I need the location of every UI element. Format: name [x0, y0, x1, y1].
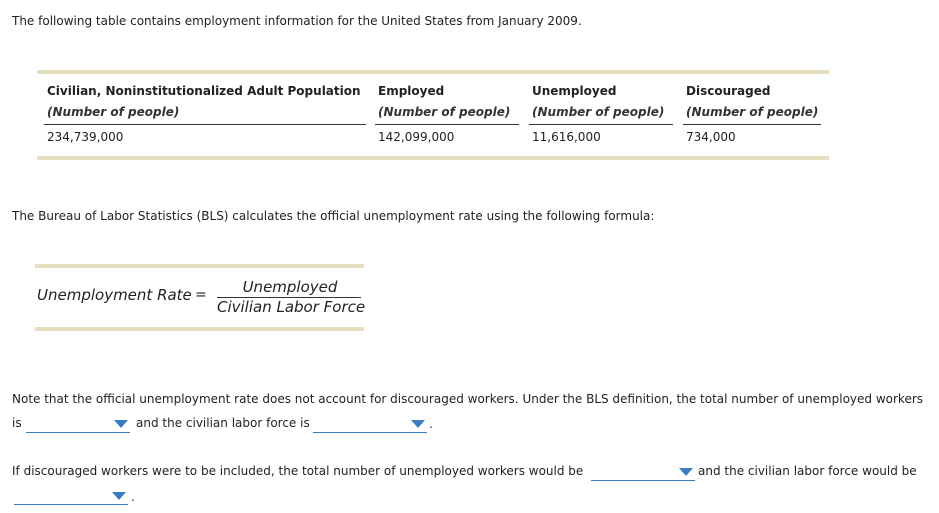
col-unit-unemployed: (Number of people): [532, 105, 665, 119]
header-underline-4: [683, 124, 821, 125]
unemployed-official-dropdown[interactable]: [26, 416, 130, 433]
table-bottom-rule: [37, 156, 829, 160]
formula-denominator: Civilian Labor Force: [217, 298, 366, 316]
header-underline-3: [529, 124, 673, 125]
q1-prefix: is: [12, 416, 22, 430]
formula-lhs: Unemployment Rate: [37, 286, 192, 304]
chevron-down-icon: [679, 468, 693, 476]
col-unit-population: (Number of people): [47, 105, 180, 119]
col-header-unemployed: Unemployed: [532, 84, 617, 98]
formula-intro-text: The Bureau of Labor Statistics (BLS) calculates the official unemployment rate using the following formula:: [12, 209, 655, 223]
chevron-down-icon: [112, 492, 126, 500]
col-header-employed: Employed: [378, 84, 445, 98]
cell-employed: 142,099,000: [378, 130, 455, 144]
col-unit-discouraged: (Number of people): [686, 105, 819, 119]
q2-suffix: .: [131, 490, 135, 504]
col-header-discouraged: Discouraged: [686, 84, 771, 98]
q2-prefix: If discouraged workers were to be included, the total number of unemployed workers would be: [12, 464, 584, 478]
formula-bottom-rule: [35, 327, 364, 331]
chevron-down-icon: [411, 420, 425, 428]
q1-suffix: .: [429, 417, 433, 431]
cell-discouraged: 734,000: [686, 130, 736, 144]
table-top-rule: [37, 70, 829, 74]
q1-middle: and the civilian labor force is: [136, 416, 310, 430]
formula-top-rule: [35, 264, 364, 268]
formula-equals: =: [195, 287, 207, 303]
header-underline-1: [44, 124, 366, 125]
chevron-down-icon: [114, 420, 128, 428]
intro-text: The following table contains employment information for the United States from January 2009.: [12, 14, 582, 28]
labor-force-with-discouraged-dropdown[interactable]: [14, 488, 128, 505]
unemployed-with-discouraged-dropdown[interactable]: [591, 464, 695, 481]
cell-unemployed: 11,616,000: [532, 130, 601, 144]
col-header-population: Civilian, Noninstitutionalized Adult Population: [47, 84, 361, 98]
q2-middle: and the civilian labor force would be: [698, 464, 917, 478]
formula-numerator: Unemployed: [242, 278, 338, 296]
header-underline-2: [375, 124, 519, 125]
labor-force-official-dropdown[interactable]: [313, 416, 427, 433]
q1-text: Note that the official unemployment rate does not account for discouraged workers. Under the BLS definition, the total number of unemployed workers: [12, 392, 924, 406]
cell-population: 234,739,000: [47, 130, 124, 144]
col-unit-employed: (Number of people): [378, 105, 511, 119]
